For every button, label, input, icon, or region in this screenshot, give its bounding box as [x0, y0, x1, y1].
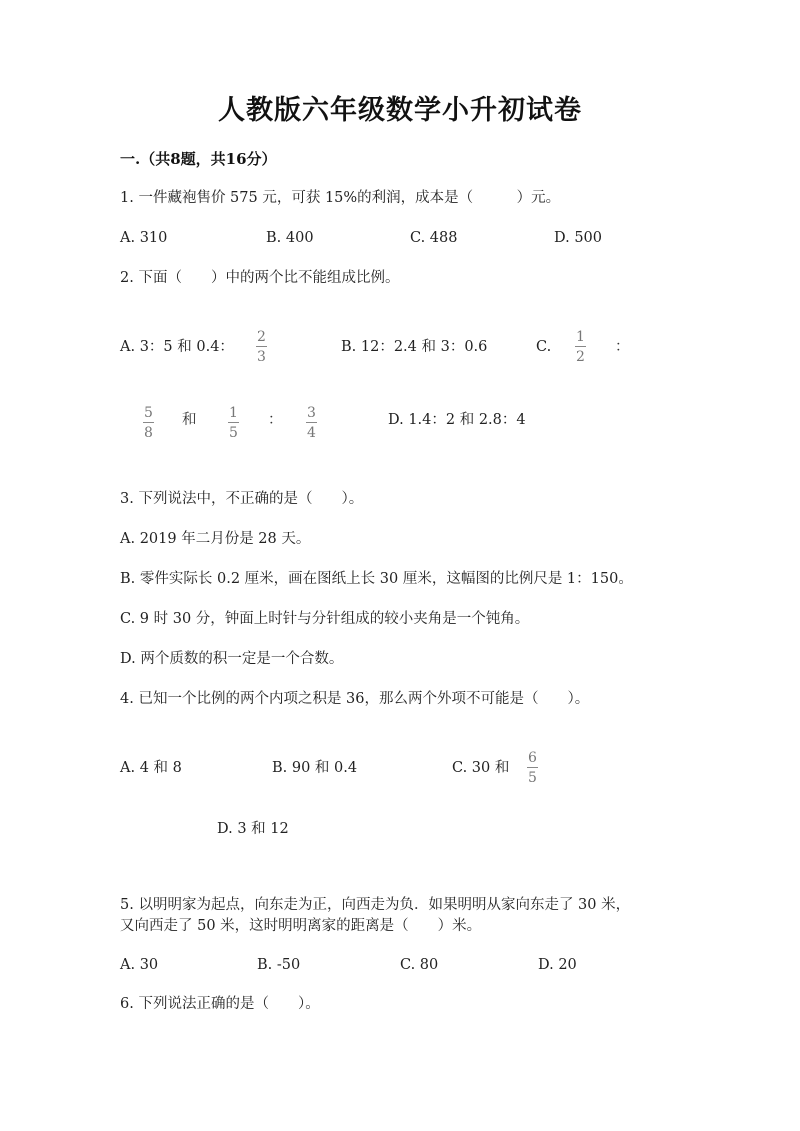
question-2-stem: 2. 下面（ ）中的两个比不能组成比例。 [120, 270, 400, 286]
fraction-3-4 [305, 406, 318, 440]
question-2-option-a[interactable]: A. 3：5 和 0.4： [120, 339, 234, 355]
question-1-stem: 1. 一件藏袍售价 575 元，可获 15%的利润，成本是（ ）元。 [120, 190, 561, 206]
fraction-denominator: 3 [257, 349, 266, 365]
question-6-stem: 6. 下列说法正确的是（ ）。 [120, 996, 320, 1012]
question-1-option-c[interactable]: C. 488 [410, 230, 458, 246]
and-word: 和 [182, 412, 197, 428]
ratio-colon: ： [268, 412, 283, 428]
fraction-denominator: 4 [307, 425, 316, 441]
question-1-option-a[interactable]: A. 310 [120, 230, 168, 246]
question-3-stem: 3. 下列说法中，不正确的是（ ）。 [120, 491, 364, 507]
question-5-option-a[interactable]: A. 30 [120, 957, 159, 973]
question-2-option-b[interactable]: B. 12：2.4 和 3：0.6 [341, 339, 488, 355]
fraction-denominator: 8 [144, 425, 153, 441]
question-1-option-d[interactable]: D. 500 [554, 230, 603, 246]
question-4-option-a[interactable]: A. 4 和 8 [120, 760, 182, 776]
page-title: 人教版六年级数学小升初试卷 [218, 95, 582, 126]
question-3-option-c[interactable]: C. 9 时 30 分，钟面上时针与分针组成的较小夹角是一个钝角。 [120, 611, 530, 627]
ratio-colon: ： [615, 339, 630, 355]
fraction-denominator: 5 [528, 770, 537, 786]
question-4-option-b[interactable]: B. 90 和 0.4 [272, 760, 358, 776]
fraction-numerator: 1 [576, 329, 585, 345]
question-3-option-d[interactable]: D. 两个质数的积一定是一个合数。 [120, 651, 344, 667]
fraction-2-3 [255, 330, 268, 364]
question-1-option-b[interactable]: B. 400 [266, 230, 314, 246]
question-4-stem: 4. 已知一个比例的两个内项之积是 36，那么两个外项不可能是（ ）。 [120, 691, 590, 707]
fraction-1-2 [574, 330, 587, 364]
question-5-option-c[interactable]: C. 80 [400, 957, 439, 973]
fraction-5-8 [142, 406, 155, 440]
question-5-option-d[interactable]: D. 20 [538, 957, 577, 973]
question-4-option-c[interactable]: C. 30 和 [452, 760, 510, 776]
fraction-numerator: 3 [307, 405, 316, 421]
question-5-stem-line-2: 又向西走了 50 米，这时明明离家的距离是（ ）米。 [120, 918, 482, 934]
question-5-stem-line-1: 5. 以明明家为起点，向东走为正，向西走为负．如果明明从家向东走了 30 米， [120, 897, 631, 913]
question-4-option-d[interactable]: D. 3 和 12 [217, 821, 289, 837]
question-5-option-b[interactable]: B. -50 [257, 957, 301, 973]
fraction-6-5 [526, 751, 539, 785]
fraction-numerator: 6 [528, 750, 537, 766]
question-2-option-c[interactable]: C. [536, 339, 552, 355]
fraction-denominator: 5 [229, 425, 238, 441]
section-heading: 一.（共8题，共16分） [120, 150, 277, 168]
fraction-denominator: 2 [576, 349, 585, 365]
fraction-numerator: 1 [229, 405, 238, 421]
fraction-numerator: 2 [257, 329, 266, 345]
fraction-numerator: 5 [144, 405, 153, 421]
fraction-1-5 [227, 406, 240, 440]
question-2-option-d[interactable]: D. 1.4：2 和 2.8：4 [388, 412, 526, 428]
question-3-option-a[interactable]: A. 2019 年二月份是 28 天。 [120, 531, 311, 547]
question-3-option-b[interactable]: B. 零件实际长 0.2 厘米，画在图纸上长 30 厘米，这幅图的比例尺是 1：150。 [120, 571, 633, 587]
